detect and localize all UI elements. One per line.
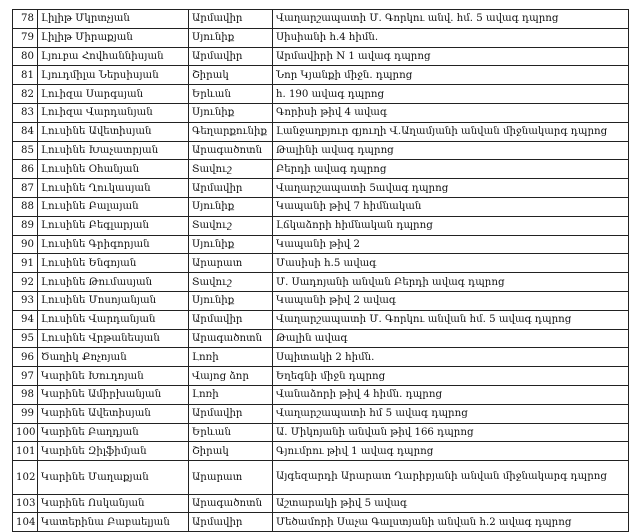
name-cell: Լուսինե Վրթանեսյան xyxy=(38,329,189,348)
school-cell: Աշտարակի թիվ 5 ավագ xyxy=(273,494,629,513)
row-number-cell: 87 xyxy=(13,179,38,198)
table-row xyxy=(13,66,629,85)
row-number-cell: 96 xyxy=(13,348,38,367)
row-number-cell: 93 xyxy=(13,291,38,310)
school-cell: Կապանի թիվ 2 ավագ xyxy=(273,291,629,310)
region-cell: Տավուշ xyxy=(189,273,273,292)
region-cell: Արմավիր xyxy=(189,179,273,198)
school-cell: Նոր Կյանքի միջն. դպրոց xyxy=(273,66,629,85)
region-cell: Արարատ xyxy=(189,461,273,495)
row-number-cell: 97 xyxy=(13,367,38,386)
region-cell: Սյունիք xyxy=(189,197,273,216)
region-cell: Շիրակ xyxy=(189,66,273,85)
name-cell: Կարինե Ավետիսյան xyxy=(38,404,189,423)
name-cell: Կատերինա Բաբաելյան xyxy=(38,513,189,532)
table-row xyxy=(13,216,629,235)
school-cell: Ա. Միկոյանի անվան թիվ 166 դպրոց xyxy=(273,423,629,442)
region-cell: Արմավիր xyxy=(189,310,273,329)
school-cell: Վաղարշապատի Մ. Գորկու անվ. հմ. 5 ավագ դպրոց xyxy=(273,10,629,29)
row-number-cell: 94 xyxy=(13,310,38,329)
name-cell: Լուիզա Սարգսյան xyxy=(38,85,189,104)
name-cell: Կարինե Խուդոյան xyxy=(38,367,189,386)
name-cell: Լուսինե Ղուկասյան xyxy=(38,179,189,198)
school-cell: Կապանի թիվ 7 հիմնական xyxy=(273,197,629,216)
region-cell: Արագածոտն xyxy=(189,494,273,513)
row-number-cell: 104 xyxy=(13,513,38,532)
row-number-cell: 86 xyxy=(13,160,38,179)
row-number-cell: 82 xyxy=(13,85,38,104)
teachers-table xyxy=(12,9,629,532)
row-number-cell: 78 xyxy=(13,10,38,29)
table-row xyxy=(13,461,629,495)
region-cell: Տավուշ xyxy=(189,216,273,235)
region-cell: Տավուշ xyxy=(189,160,273,179)
region-cell: Արմավիր xyxy=(189,47,273,66)
school-cell: Մասիսի հ.5 ավագ xyxy=(273,254,629,273)
table-row xyxy=(13,348,629,367)
table-row xyxy=(13,160,629,179)
table-row xyxy=(13,28,629,47)
row-number-cell: 100 xyxy=(13,423,38,442)
region-cell: Արագածոտն xyxy=(189,141,273,160)
school-cell: Արմավիրի N 1 ավագ դպրոց xyxy=(273,47,629,66)
table-row xyxy=(13,513,629,532)
table-row xyxy=(13,197,629,216)
name-cell: Լուսինե Մոսոյանյան xyxy=(38,291,189,310)
row-number-cell: 85 xyxy=(13,141,38,160)
table-row xyxy=(13,273,629,292)
name-cell: Կարինե Ոսկանյան xyxy=(38,494,189,513)
region-cell: Երևան xyxy=(189,423,273,442)
row-number-cell: 92 xyxy=(13,273,38,292)
row-number-cell: 103 xyxy=(13,494,38,513)
table-row xyxy=(13,367,629,386)
region-cell: Արմավիր xyxy=(189,404,273,423)
table-row xyxy=(13,310,629,329)
table-row xyxy=(13,47,629,66)
table-row xyxy=(13,179,629,198)
row-number-cell: 84 xyxy=(13,122,38,141)
table-row xyxy=(13,10,629,29)
region-cell: Արարատ xyxy=(189,254,273,273)
region-cell: Սյունիք xyxy=(189,28,273,47)
row-number-cell: 101 xyxy=(13,442,38,461)
school-cell: Բերդի ավագ դպրոց xyxy=(273,160,629,179)
name-cell: Ծաղիկ Քոչոյան xyxy=(38,348,189,367)
name-cell: Լուսինե Թումասյան xyxy=(38,273,189,292)
table-row xyxy=(13,254,629,273)
table-row xyxy=(13,103,629,122)
school-cell: Կապանի թիվ 2 xyxy=(273,235,629,254)
row-number-cell: 98 xyxy=(13,385,38,404)
school-cell: Գյումրու թիվ 1 ավագ դպրոց xyxy=(273,442,629,461)
name-cell: Լուսինե Գրիգորյան xyxy=(38,235,189,254)
school-cell: Վանաձորի թիվ 4 հիմն. դպրոց xyxy=(273,385,629,404)
table-row xyxy=(13,442,629,461)
school-cell: Լճկաձորի հիմնական դպրոց xyxy=(273,216,629,235)
school-cell: Եղեգնի միջն դպրոց xyxy=(273,367,629,386)
region-cell: Լոռի xyxy=(189,348,273,367)
table-row xyxy=(13,235,629,254)
name-cell: Լիլիթ Միրաքյան xyxy=(38,28,189,47)
table-row xyxy=(13,141,629,160)
school-cell: Այգեզարդի Արարատ Ղարիբյանի անվան միջնակարգ դպրոց xyxy=(273,461,629,495)
region-cell: Արմավիր xyxy=(189,513,273,532)
row-number-cell: 88 xyxy=(13,197,38,216)
table-row xyxy=(13,122,629,141)
name-cell: Լյուբա Հովհաննիսյան xyxy=(38,47,189,66)
name-cell: Լուսինե Վարդանյան xyxy=(38,310,189,329)
name-cell: Լիլիթ Մկրտչյան xyxy=(38,10,189,29)
school-cell: Մեծամորի Սաչա Գալստյանի անվան հ.2 ավագ դպրոց xyxy=(273,513,629,532)
row-number-cell: 81 xyxy=(13,66,38,85)
school-cell: Սիսիանի հ.4 հիմն. xyxy=(273,28,629,47)
table-row xyxy=(13,423,629,442)
table-row xyxy=(13,291,629,310)
school-cell: Մ. Սադոյանի անվան Բերդի ավագ դպրոց xyxy=(273,273,629,292)
school-cell: Թալինի ավագ դպրոց xyxy=(273,141,629,160)
region-cell: Սյունիք xyxy=(189,235,273,254)
table-row xyxy=(13,494,629,513)
region-cell: Սյունիք xyxy=(189,103,273,122)
name-cell: Կարինե Ամիրխանյան xyxy=(38,385,189,404)
table-row xyxy=(13,329,629,348)
school-cell: հ. 190 ավագ դպրոց xyxy=(273,85,629,104)
table-row xyxy=(13,404,629,423)
name-cell: Կարինե Զիլֆիմյան xyxy=(38,442,189,461)
school-cell: Վաղարշապատի Մ. Գորկու անվան հմ. 5 ավագ դպրոց xyxy=(273,310,629,329)
row-number-cell: 91 xyxy=(13,254,38,273)
row-number-cell: 102 xyxy=(13,461,38,495)
row-number-cell: 80 xyxy=(13,47,38,66)
name-cell: Լյուդմիլա Ներսիսյան xyxy=(38,66,189,85)
row-number-cell: 83 xyxy=(13,103,38,122)
name-cell: Լուսինե Բալայան xyxy=(38,197,189,216)
name-cell: Լուսինե Ենգոյան xyxy=(38,254,189,273)
region-cell: Շիրակ xyxy=(189,442,273,461)
row-number-cell: 90 xyxy=(13,235,38,254)
name-cell: Լուսինե Օհանյան xyxy=(38,160,189,179)
school-cell: Գորիսի թիվ 4 ավագ xyxy=(273,103,629,122)
school-cell: Վաղարշապատի հմ 5 ավագ դպրոց xyxy=(273,404,629,423)
region-cell: Արմավիր xyxy=(189,10,273,29)
school-cell: Թալին ավագ xyxy=(273,329,629,348)
name-cell: Լուիզա Վարդանյան xyxy=(38,103,189,122)
table-row xyxy=(13,85,629,104)
row-number-cell: 95 xyxy=(13,329,38,348)
name-cell: Կարինե Մաղաքյան xyxy=(38,461,189,495)
school-cell: Լանջաղբյուր գյուղի Վ.Աղամյանի անվան միջնակարգ դպրոց xyxy=(273,122,629,141)
name-cell: Կարինե Բաղդյան xyxy=(38,423,189,442)
region-cell: Լոռի xyxy=(189,385,273,404)
row-number-cell: 99 xyxy=(13,404,38,423)
name-cell: Լուսինե Ավետիսյան xyxy=(38,122,189,141)
name-cell: Լուսինե Բեգլարյան xyxy=(38,216,189,235)
name-cell: Լուսինե Խաչատրյան xyxy=(38,141,189,160)
region-cell: Արագածոտն xyxy=(189,329,273,348)
region-cell: Վայոց ձոր xyxy=(189,367,273,386)
region-cell: Երևան xyxy=(189,85,273,104)
table-row xyxy=(13,385,629,404)
row-number-cell: 79 xyxy=(13,28,38,47)
school-cell: Սպիտակի 2 հիմն. xyxy=(273,348,629,367)
row-number-cell: 89 xyxy=(13,216,38,235)
table-body xyxy=(13,10,629,532)
region-cell: Սյունիք xyxy=(189,291,273,310)
region-cell: Գեղարքունիք xyxy=(189,122,273,141)
school-cell: Վաղարշապատի 5ավագ դպրոց xyxy=(273,179,629,198)
